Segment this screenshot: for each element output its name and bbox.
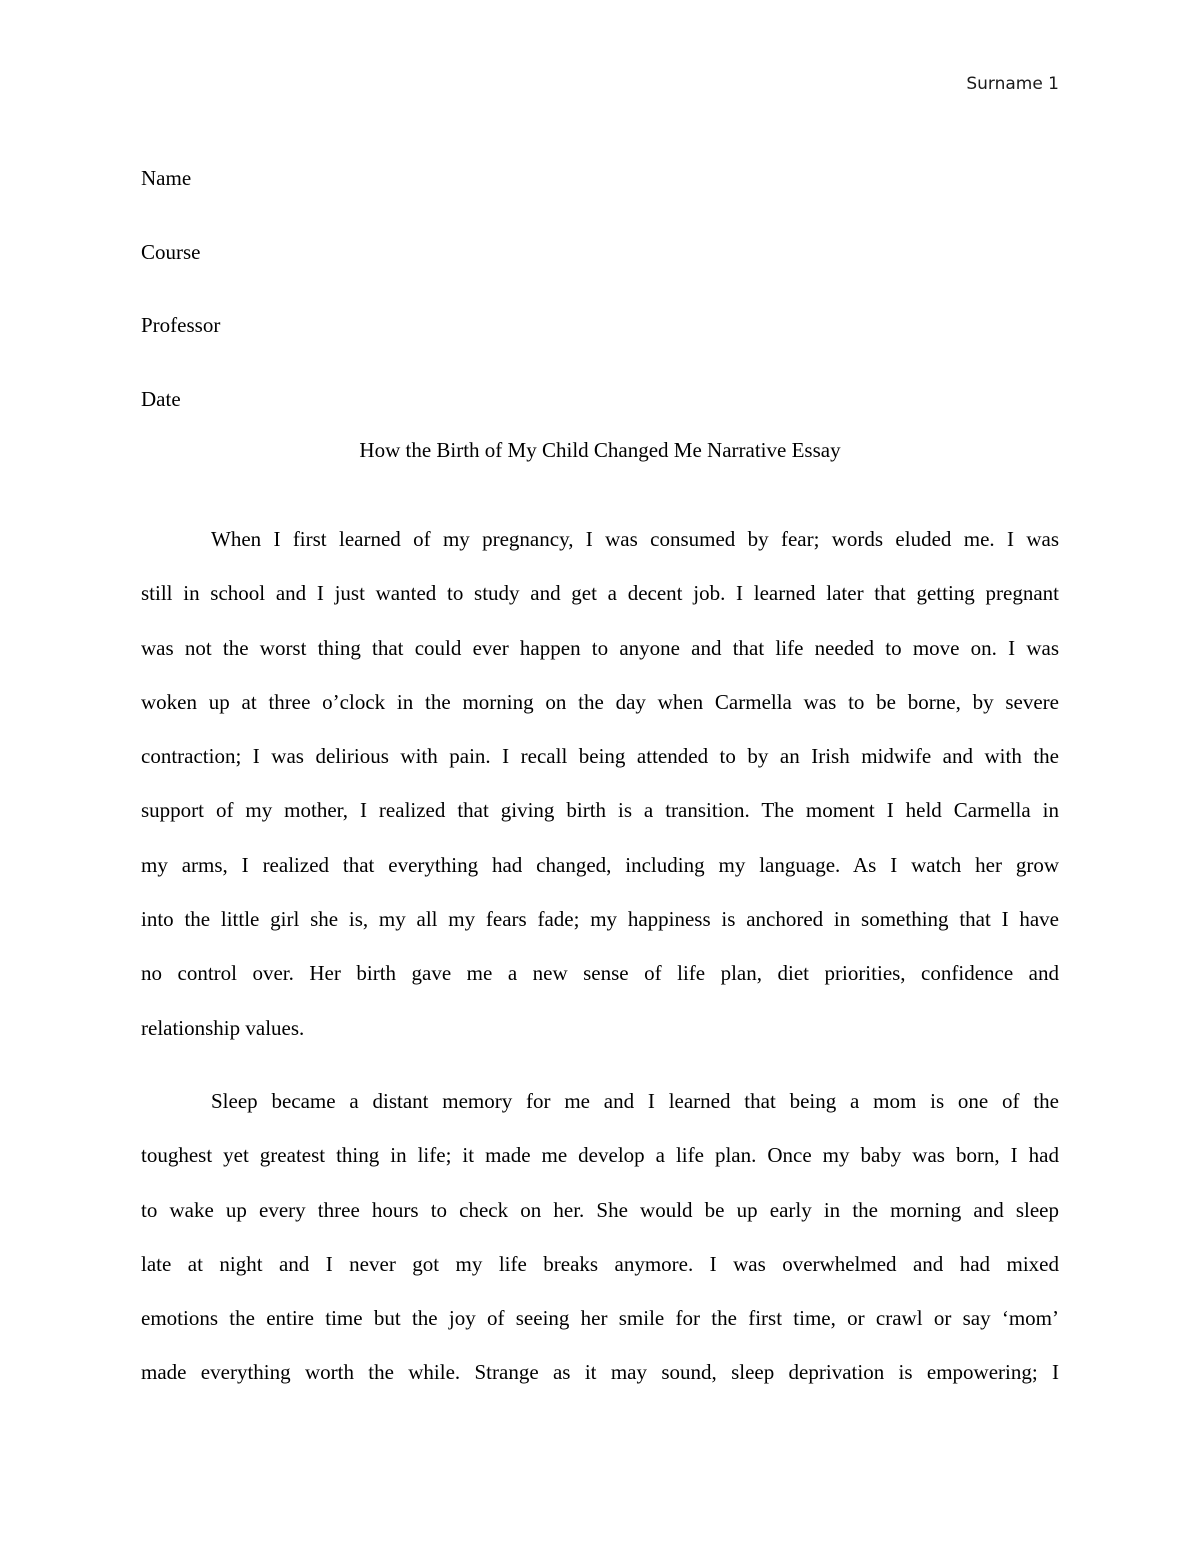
paragraph-line: When I first learned of my pregnancy, I was consumed by fear; words eluded me. I was	[211, 527, 1059, 551]
paragraph-line: relationship values.	[141, 1015, 305, 1040]
paragraph-line: was not the worst thing that could ever happen to anyone and that life needed to move on. I was	[141, 635, 1059, 660]
heading-date: Date	[141, 386, 181, 411]
paragraph-line: emotions the entire time but the joy of seeing her smile for the first time, or crawl or say ‘mom’	[141, 1306, 1059, 1331]
paragraph-line: to wake up every three hours to check on her. She would be up early in the morning and sleep	[141, 1197, 1059, 1222]
heading-name: Name	[141, 166, 192, 190]
paragraph-line: still in school and I just wanted to study and get a decent job. I learned later that getting pregnant	[141, 581, 1059, 606]
paragraph-line: Sleep became a distant memory for me and I learned that being a mom is one of the	[211, 1088, 1059, 1113]
heading-course: Course	[141, 239, 201, 264]
paragraph-line: contraction; I was delirious with pain. I recall being attended to by an Irish midwife and with the	[141, 744, 1059, 769]
paragraph-line: support of my mother, I realized that giving birth is a transition. The moment I held Carmella in	[141, 798, 1059, 823]
running-head: Surname 1	[966, 74, 1059, 94]
paragraph-line: woken up at three o’clock in the morning on the day when Carmella was to be borne, by severe	[141, 689, 1059, 714]
paragraph-line: my arms, I realized that everything had changed, including my language. As I watch her grow	[141, 852, 1059, 877]
heading-block	[141, 142, 1061, 436]
paragraph-line: late at night and I never got my life breaks anymore. I was overwhelmed and had mixed	[141, 1251, 1059, 1276]
essay-title: How the Birth of My Child Changed Me Narrative Essay	[359, 438, 841, 462]
paragraph-line: into the little girl she is, my all my fears fade; my happiness is anchored in something that I have	[141, 907, 1059, 932]
essay-body	[141, 512, 1059, 1419]
paragraph-line: toughest yet greatest thing in life; it made me develop a life plan. Once my baby was born, I had	[141, 1143, 1059, 1168]
paragraph-line: no control over. Her birth gave me a new sense of life plan, diet priorities, confidence and	[141, 961, 1059, 986]
heading-professor: Professor	[141, 313, 221, 337]
paragraph-2	[141, 1074, 1059, 1400]
paragraph-1	[141, 512, 1059, 1055]
paragraph-line: made everything worth the while. Strange as it may sound, sleep deprivation is empowering; I	[141, 1360, 1059, 1385]
